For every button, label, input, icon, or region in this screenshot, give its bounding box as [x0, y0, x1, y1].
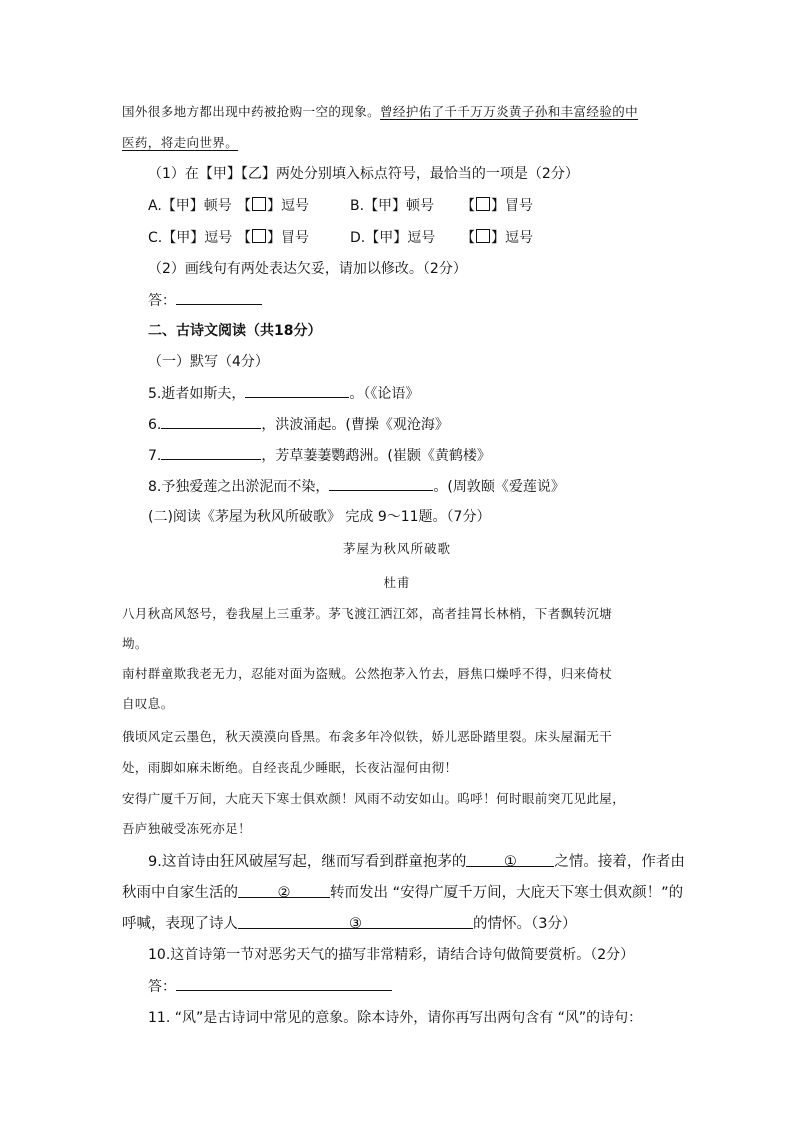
q5-blank[interactable]	[245, 383, 349, 398]
q9-text: 秋雨中自家生活的	[122, 885, 238, 901]
answer-label: 答：	[148, 979, 176, 995]
question-1-stem: （1）在【甲】【乙】两处分别填入标点符号，最恰当的一项是（2分）	[148, 166, 579, 182]
q9-text: 的情怀。（3分）	[473, 916, 577, 932]
poem-line: 坳。	[122, 636, 148, 651]
q7-text: ，芳草萋萋鹦鹉洲。(崔颢《黄鹤楼》	[261, 448, 491, 464]
question-9-line-2	[122, 883, 683, 903]
option-d	[350, 228, 435, 248]
option-letter: C.	[148, 230, 163, 246]
option-a	[148, 196, 232, 216]
q7-number: 7.	[148, 448, 162, 464]
q9-text: 转而发出 “安得广厦千万间，大庇天下寒士俱欢颜！”的	[330, 885, 684, 901]
poem-line: 吾庐独破受冻死亦足！	[122, 821, 252, 836]
bracket-open: 【	[461, 198, 475, 214]
answer-label: 答：	[148, 293, 176, 309]
question-2-answer	[148, 290, 262, 311]
question-11-stem: 11. “风”是古诗词中常见的意象。除本诗外，请你再写出两句含有 “风”的诗句：	[148, 1010, 643, 1026]
q9-blank-2[interactable]: ②	[238, 883, 330, 898]
option-jia: 【甲】逗号	[365, 230, 436, 246]
option-letter: D.	[350, 230, 366, 246]
q8-text: 8.予独爱莲之出淤泥而不染，	[148, 479, 330, 495]
question-9-line-3	[122, 914, 576, 934]
answer-blank[interactable]	[176, 976, 392, 991]
q9-blank-1[interactable]: ①	[466, 852, 554, 867]
q5-text: 5.逝者如斯夫，	[148, 386, 246, 402]
q6-text: ，洪波涌起。(曹操《观沧海》	[261, 417, 449, 433]
yi-box-icon	[252, 229, 266, 243]
question-10-stem: 10.这首诗第一节对恶劣天气的描写非常精彩，请结合诗句做简要赏析。（2分）	[148, 947, 635, 963]
q7-blank[interactable]	[161, 445, 261, 460]
yi-box-icon	[252, 197, 266, 211]
question-2-stem: （2）画线句有两处表达欠妥，请加以修改。（2分）	[148, 261, 467, 277]
option-letter: A.	[148, 198, 162, 214]
q6-blank[interactable]	[161, 414, 261, 429]
question-6	[148, 414, 449, 435]
bracket-open: 【	[461, 230, 475, 246]
q5-source: 。（《论语》	[349, 386, 420, 402]
question-9-line-1	[148, 852, 685, 872]
answer-blank[interactable]	[176, 290, 262, 305]
passage-line-1	[122, 102, 638, 122]
option-d-yi	[461, 228, 533, 248]
option-yi: 】逗号	[267, 198, 309, 214]
bracket-open: 【	[237, 198, 251, 214]
poem-title: 茅屋为秋风所破歌	[342, 541, 451, 556]
underlined-sentence: 曾经护佑了千千万万炎黄子孙和丰富经验的中	[380, 104, 639, 119]
option-jia: 【甲】顿号	[364, 198, 435, 214]
option-letter: B.	[350, 198, 365, 214]
q9-text: 呼喊，表现了诗人	[122, 916, 238, 932]
bracket-open: 【	[237, 230, 251, 246]
yi-box-icon	[476, 229, 490, 243]
option-b-yi	[461, 196, 533, 216]
yi-box-icon	[476, 197, 490, 211]
question-10-answer	[148, 976, 392, 997]
option-a-yi	[237, 196, 309, 216]
question-5	[148, 383, 419, 404]
underlined-sentence-end: 医药，将走向世界。	[122, 135, 239, 150]
poem-line: 处，雨脚如麻未断绝。自经丧乱少睡眠，长夜沾湿何由彻！	[122, 760, 458, 775]
question-7	[148, 445, 491, 466]
option-c-yi	[237, 228, 309, 248]
subsection-dictation: （一）默写（4分）	[148, 354, 269, 370]
option-c	[148, 228, 232, 248]
poem-line: 南村群童欺我老无力，忍能对面为盗贼。公然抱茅入竹去，唇焦口燥呼不得，归来倚杖	[122, 666, 613, 681]
passage-line-2	[122, 133, 238, 153]
q8-source: 。(周敦颐《爱莲说》	[433, 479, 565, 495]
q8-blank[interactable]	[329, 476, 433, 491]
poem-line: 自叹息。	[122, 696, 174, 711]
option-yi: 】逗号	[491, 230, 533, 246]
section-heading: 二、古诗文阅读（共18分）	[148, 323, 322, 339]
option-yi: 】冒号	[491, 198, 533, 214]
q9-text: 之情。接着，作者由	[554, 854, 685, 870]
option-jia: 【甲】逗号	[162, 230, 233, 246]
option-b	[350, 196, 434, 216]
option-jia: 【甲】顿号	[161, 198, 232, 214]
poem-line: 安得广厦千万间，大庇天下寒士俱欢颜！风雨不动安如山。呜呼！何时眼前突兀见此屋，	[122, 791, 626, 806]
q9-text: 9.这首诗由狂风破屋写起，继而写看到群童抱茅的	[148, 854, 467, 870]
question-8	[148, 476, 565, 497]
subsection-reading: (二)阅读《茅屋为秋风所破歌》 完成 9～11题。（7分）	[148, 509, 491, 525]
poem-author: 杜甫	[383, 575, 411, 590]
poem-line: 俄顷风定云墨色，秋天漠漠向昏黑。布衾多年冷似铁，娇儿恶卧踏里裂。床头屋漏无干	[122, 729, 613, 744]
q9-blank-3[interactable]: ③	[238, 914, 473, 929]
passage-text: 国外很多地方都出现中药被抢购一空的现象。	[122, 104, 381, 119]
poem-line: 八月秋高风怒号，卷我屋上三重茅。茅飞渡江洒江郊，高者挂罥长林梢，下者飘转沉塘	[122, 606, 613, 621]
q6-number: 6.	[148, 417, 162, 433]
option-yi: 】冒号	[267, 230, 309, 246]
